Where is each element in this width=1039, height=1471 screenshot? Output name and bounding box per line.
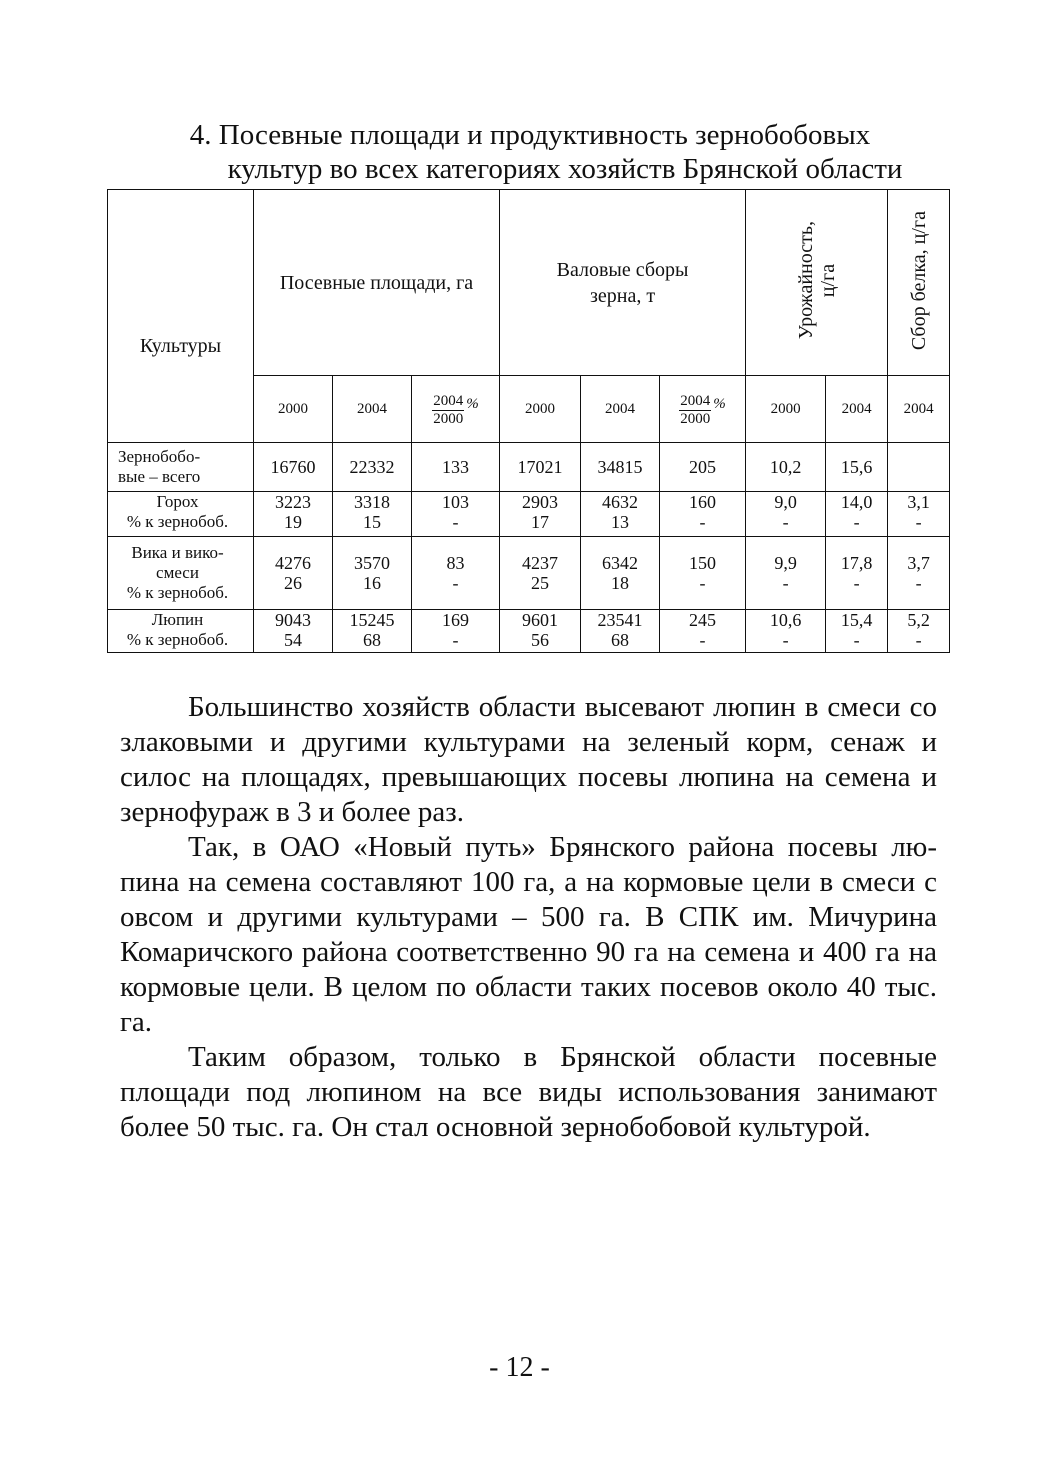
cell-yield-2000: 10,2 (746, 443, 826, 492)
cell-harvest-2000: 17021 (500, 443, 581, 492)
table-row (108, 610, 950, 653)
cell-area-ratio: 83 - (412, 537, 500, 610)
row-label: Горох % к зернобоб. (108, 492, 254, 537)
cell-yield-2004: 15,4 - (826, 610, 888, 653)
header-harvest: Валовые сборы зерна, т (500, 190, 746, 376)
sub-yield-2004: 2004 (826, 376, 888, 443)
table-row (108, 492, 950, 537)
sub-area-ratio: $\frac{2004}{2000}$ % (412, 376, 500, 443)
caption-line-1: 4. Посевные площади и продуктивность зернобобовых (189, 119, 871, 151)
sub-harvest-ratio: $\frac{2004}{2000}$ % (660, 376, 746, 443)
cell-harvest-ratio: 205 (660, 443, 746, 492)
cell-harvest-2000: 4237 25 (500, 537, 581, 610)
header-protein: Сбор белка, ц/га (888, 190, 950, 376)
page-number: - 12 - (489, 1352, 550, 1383)
crops-table (107, 189, 950, 653)
cell-area-2004: 15245 68 (333, 610, 412, 653)
paragraph-2: Так, в ОАО «Новый путь» Брянского района посевы лю-пина на семена составляют 100 га, а на кормовые цели в смеси с овсом и другими культурами – 500 га. В СПК им. Мичурина Комаричского района соответственно 90 га на семена и 400 га на кормовые цели. В целом по области таких посевов около 40 тыс. га. (120, 831, 937, 1038)
cell-protein: 3,7 - (888, 537, 950, 610)
sub-protein-2004: 2004 (888, 376, 950, 443)
cell-area-2000: 4276 26 (254, 537, 333, 610)
cell-harvest-2004: 23541 68 (581, 610, 660, 653)
cell-protein: 5,2 - (888, 610, 950, 653)
cell-area-2004: 3570 16 (333, 537, 412, 610)
sub-area-2000: 2000 (254, 376, 333, 443)
cell-area-2004: 22332 (333, 443, 412, 492)
cell-yield-2004: 15,6 (826, 443, 888, 492)
cell-area-2000: 3223 19 (254, 492, 333, 537)
cell-area-ratio: 133 (412, 443, 500, 492)
sub-harvest-2000: 2000 (500, 376, 581, 443)
cell-harvest-2000: 2903 17 (500, 492, 581, 537)
paragraph-1: Большинство хозяйств области высевают люпин в смеси со злаковыми и другими культурами на зеленый корм, сенаж и силос на площадях, превышающих посевы люпина на семена и зернофураж в 3 и более раз. (120, 691, 937, 828)
cell-area-2004: 3318 15 (333, 492, 412, 537)
cell-harvest-ratio: 245 - (660, 610, 746, 653)
sub-yield-2000: 2000 (746, 376, 826, 443)
cell-area-2000: 16760 (254, 443, 333, 492)
table-header-row (108, 190, 950, 376)
sub-harvest-2004: 2004 (581, 376, 660, 443)
cell-yield-2000: 10,6 - (746, 610, 826, 653)
cell-area-2000: 9043 54 (254, 610, 333, 653)
row-label: Зернобобо- вые – всего (108, 443, 254, 492)
row-label: Люпин % к зернобоб. (108, 610, 254, 653)
cell-harvest-ratio: 160 - (660, 492, 746, 537)
cell-harvest-2004: 4632 13 (581, 492, 660, 537)
cell-yield-2004: 17,8 - (826, 537, 888, 610)
cell-yield-2000: 9,9 - (746, 537, 826, 610)
cell-protein: 3,1 - (888, 492, 950, 537)
cell-harvest-ratio: 150 - (660, 537, 746, 610)
paragraph-3: Таким образом, только в Брянской области посевные площади под люпином на все виды использования занимают более 50 тыс. га. Он стал основной зернобобовой культурой. (120, 1041, 937, 1143)
cell-harvest-2004: 34815 (581, 443, 660, 492)
cell-area-ratio: 103 - (412, 492, 500, 537)
cell-yield-2000: 9,0 - (746, 492, 826, 537)
cell-harvest-2004: 6342 18 (581, 537, 660, 610)
cell-yield-2004: 14,0 - (826, 492, 888, 537)
cell-protein (888, 443, 950, 492)
header-yield-text: Урожайность, ц/га (794, 221, 839, 340)
sub-area-2004: 2004 (333, 376, 412, 443)
header-yield (746, 190, 888, 376)
table-caption (150, 118, 950, 186)
table-row (108, 443, 950, 492)
cell-harvest-2000: 9601 56 (500, 610, 581, 653)
table-row (108, 537, 950, 610)
caption-line-2: культур во всех категориях хозяйств Брянской области (227, 153, 903, 185)
cell-area-ratio: 169 - (412, 610, 500, 653)
row-label: Вика и вико- смеси % к зернобоб. (108, 537, 254, 610)
header-crops: Культуры (108, 190, 254, 443)
header-area: Посевные площади, га (254, 190, 500, 376)
